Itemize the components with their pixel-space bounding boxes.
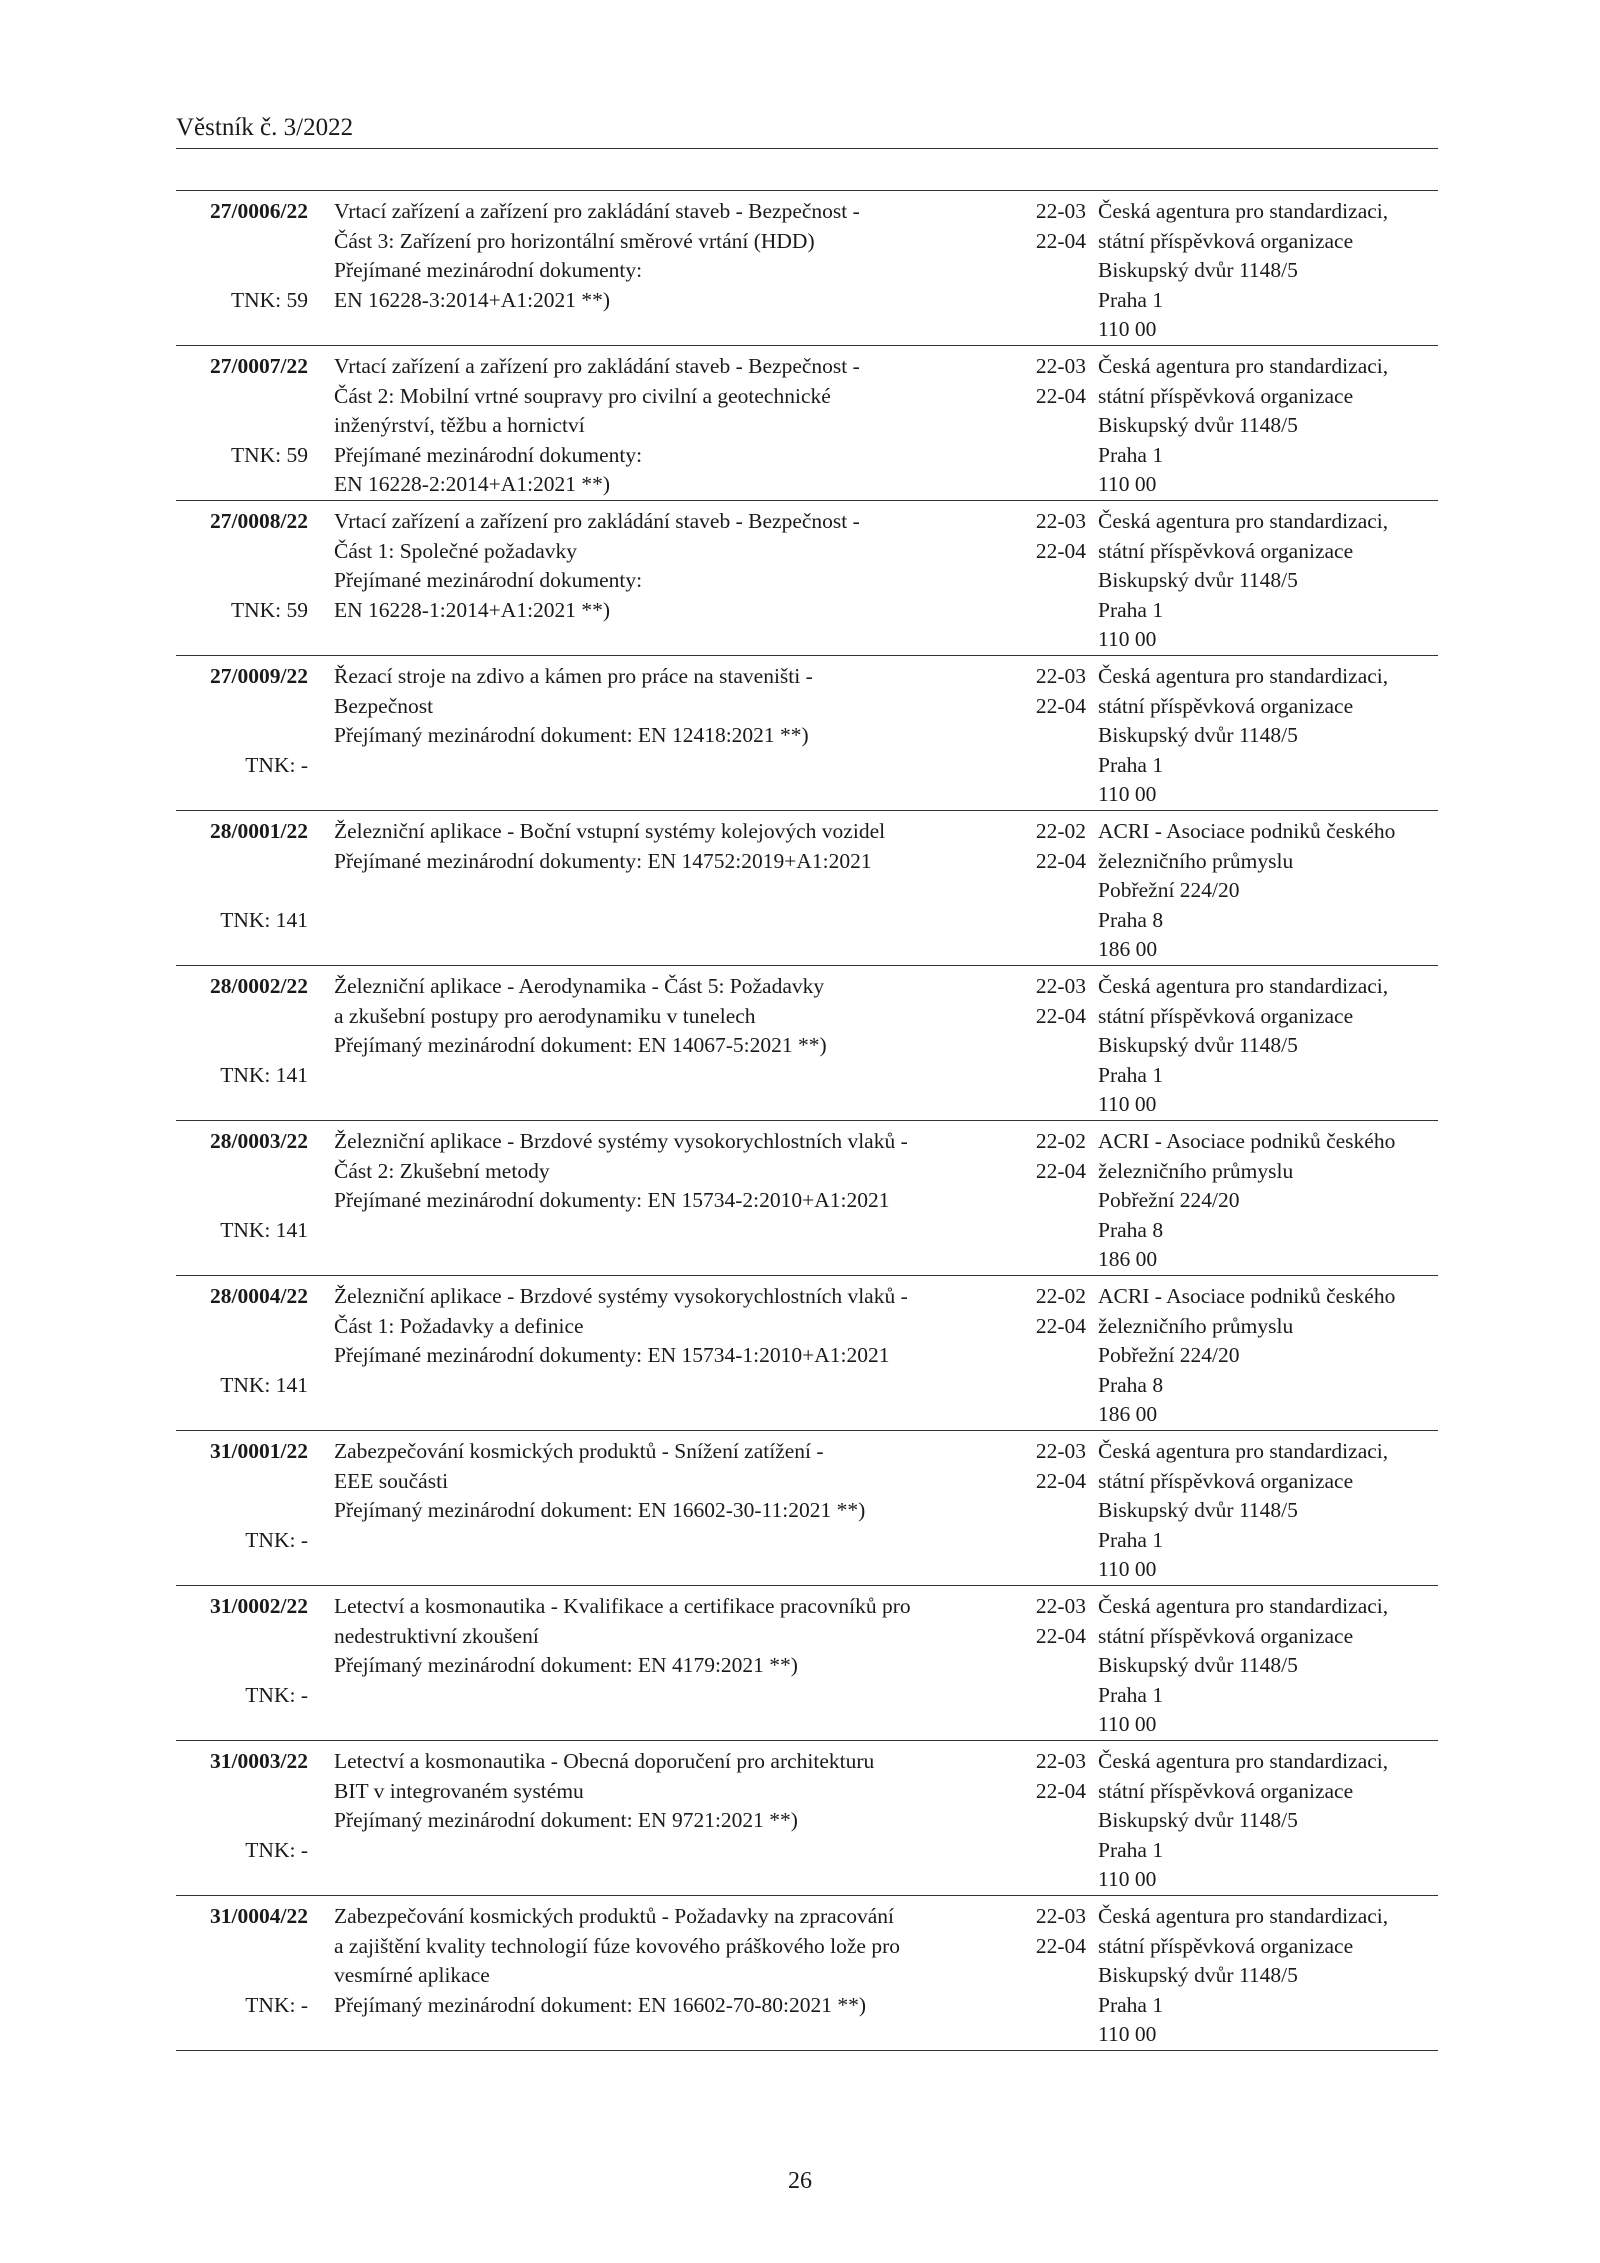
date-code: 22-02 [1035, 1129, 1086, 1153]
date-code: 22-04 [1035, 848, 1086, 873]
address-line: státní příspěvková organizace [1098, 1778, 1354, 1803]
address-line: státní příspěvková organizace [1098, 383, 1354, 408]
table-row [176, 1586, 1438, 1741]
organization-address [1098, 662, 1438, 810]
address-line: železničního průmyslu [1098, 1313, 1294, 1338]
organization-address [1098, 507, 1438, 655]
address-line: železničního průmyslu [1098, 848, 1294, 873]
journal-title: Věstník č. 3/2022 [176, 114, 354, 141]
date-code: 22-03 [1035, 664, 1086, 688]
tnk-label: TNK: 141 [220, 1062, 308, 1087]
address-line: Praha 1 [1098, 1837, 1164, 1862]
address-line: Praha 1 [1098, 442, 1164, 467]
address-line: 110 00 [1098, 627, 1157, 651]
notification-number: 28/0003/22 [210, 1129, 308, 1153]
description-line: vesmírné aplikace [334, 1963, 490, 1987]
organization-address [1098, 1747, 1438, 1895]
description-line: Železniční aplikace - Boční vstupní systémy kolejových vozidel [334, 819, 886, 843]
description-line: Vrtací zařízení a zařízení pro zakládání staveb - Bezpečnost - [334, 354, 860, 378]
notification-number: 28/0004/22 [210, 1284, 308, 1308]
description-line: Přejímané mezinárodní dokumenty: [334, 258, 643, 282]
row-identifier-cell [176, 1282, 308, 1427]
row-identifier-cell [176, 662, 308, 807]
tnk-label: TNK: - [245, 1682, 308, 1707]
description-line: Přejímaný mezinárodní dokument: EN 14067-5:2021 **) [334, 1033, 827, 1057]
date-code: 22-02 [1035, 819, 1086, 843]
table-row [176, 966, 1438, 1121]
date-codes [1018, 1437, 1086, 1496]
description-line: Část 2: Mobilní vrtné soupravy pro civilní a geotechnické [334, 383, 831, 408]
row-identifier-cell [176, 817, 308, 962]
address-line: Biskupský dvůr 1148/5 [1098, 413, 1298, 437]
tnk-label: TNK: - [245, 1837, 308, 1862]
description-line: Část 1: Společné požadavky [334, 538, 578, 563]
row-identifier-cell [176, 197, 308, 342]
date-code: 22-04 [1035, 1313, 1086, 1338]
description-line: Bezpečnost [334, 693, 434, 718]
date-codes [1018, 1747, 1086, 1806]
date-codes [1018, 352, 1086, 411]
tnk-label: TNK: 59 [230, 597, 308, 622]
address-line: Biskupský dvůr 1148/5 [1098, 1653, 1298, 1677]
address-line: státní příspěvková organizace [1098, 1933, 1354, 1958]
address-line: státní příspěvková organizace [1098, 693, 1354, 718]
date-code: 22-03 [1035, 354, 1086, 378]
table-row [176, 1121, 1438, 1276]
standard-description [334, 1437, 1014, 1526]
address-line: 110 00 [1098, 1092, 1157, 1116]
row-identifier-cell [176, 1127, 308, 1272]
address-line: 110 00 [1098, 472, 1157, 496]
tnk-label: TNK: 141 [220, 1217, 308, 1242]
organization-address [1098, 1127, 1438, 1275]
notification-number: 31/0001/22 [210, 1439, 308, 1463]
description-line: EN 16228-2:2014+A1:2021 **) [334, 472, 611, 496]
standard-description [334, 662, 1014, 751]
standards-table [176, 190, 1438, 2051]
address-line: Praha 1 [1098, 1682, 1164, 1707]
description-line: a zajištění kvality technologií fúze kovového práškového lože pro [334, 1933, 900, 1958]
description-line: Přejímaný mezinárodní dokument: EN 12418:2021 **) [334, 723, 809, 747]
date-code: 22-03 [1035, 1749, 1086, 1773]
address-line: Pobřežní 224/20 [1098, 878, 1240, 902]
address-line: Česká agentura pro standardizaci, [1098, 1594, 1389, 1618]
date-codes [1018, 1282, 1086, 1341]
standard-description [334, 197, 1014, 315]
address-line: Praha 1 [1098, 1527, 1164, 1552]
date-code: 22-02 [1035, 1284, 1086, 1308]
date-code: 22-04 [1035, 1468, 1086, 1493]
date-code: 22-04 [1035, 383, 1086, 408]
description-line: Přejímané mezinárodní dokumenty: EN 15734-1:2010+A1:2021 [334, 1343, 890, 1367]
tnk-label: TNK: 59 [230, 442, 308, 467]
address-line: Praha 8 [1098, 1217, 1164, 1242]
date-codes [1018, 197, 1086, 256]
standard-description [334, 352, 1014, 500]
table-row [176, 346, 1438, 501]
organization-address [1098, 197, 1438, 345]
organization-address [1098, 1282, 1438, 1430]
standard-description [334, 972, 1014, 1061]
row-identifier-cell [176, 352, 308, 497]
address-line: Biskupský dvůr 1148/5 [1098, 568, 1298, 592]
description-line: Vrtací zařízení a zařízení pro zakládání staveb - Bezpečnost - [334, 199, 860, 223]
date-codes [1018, 817, 1086, 876]
date-code: 22-04 [1035, 1158, 1086, 1183]
description-line: Zabezpečování kosmických produktů - Snížení zatížení - [334, 1439, 824, 1463]
organization-address [1098, 1437, 1438, 1585]
description-line: Železniční aplikace - Brzdové systémy vysokorychlostních vlaků - [334, 1129, 908, 1153]
notification-number: 27/0008/22 [210, 509, 308, 533]
table-row [176, 1741, 1438, 1896]
notification-number: 28/0001/22 [210, 819, 308, 843]
description-line: Část 2: Zkušební metody [334, 1158, 550, 1183]
address-line: 110 00 [1098, 317, 1157, 341]
description-line: Přejímané mezinárodní dokumenty: EN 15734-2:2010+A1:2021 [334, 1188, 890, 1212]
address-line: Biskupský dvůr 1148/5 [1098, 1963, 1298, 1987]
date-code: 22-03 [1035, 1904, 1086, 1928]
address-line: 186 00 [1098, 1402, 1158, 1426]
description-line: EN 16228-1:2014+A1:2021 **) [334, 597, 611, 622]
standard-description [334, 817, 1014, 876]
description-line: inženýrství, těžbu a hornictví [334, 413, 585, 437]
date-codes [1018, 1902, 1086, 1961]
notification-number: 31/0002/22 [210, 1594, 308, 1618]
address-line: státní příspěvková organizace [1098, 1468, 1354, 1493]
row-identifier-cell [176, 972, 308, 1117]
date-code: 22-04 [1035, 1933, 1086, 1958]
address-line: ACRI - Asociace podniků českého [1098, 1284, 1396, 1308]
address-line: 110 00 [1098, 1557, 1157, 1581]
row-identifier-cell [176, 1437, 308, 1582]
description-line: nedestruktivní zkoušení [334, 1623, 539, 1648]
description-line: Přejímané mezinárodní dokumenty: EN 14752:2019+A1:2021 [334, 848, 872, 873]
address-line: státní příspěvková organizace [1098, 228, 1354, 253]
page-header [176, 112, 1438, 149]
date-codes [1018, 972, 1086, 1031]
address-line: Pobřežní 224/20 [1098, 1188, 1240, 1212]
date-code: 22-04 [1035, 228, 1086, 253]
notification-number: 28/0002/22 [210, 974, 308, 998]
address-line: 186 00 [1098, 1247, 1158, 1271]
description-line: Železniční aplikace - Brzdové systémy vysokorychlostních vlaků - [334, 1284, 908, 1308]
table-row [176, 811, 1438, 966]
address-line: Česká agentura pro standardizaci, [1098, 509, 1389, 533]
table-row [176, 501, 1438, 656]
date-code: 22-03 [1035, 509, 1086, 533]
address-line: Česká agentura pro standardizaci, [1098, 354, 1389, 378]
address-line: Praha 1 [1098, 1062, 1164, 1087]
address-line: Biskupský dvůr 1148/5 [1098, 1808, 1298, 1832]
notification-number: 31/0004/22 [210, 1904, 308, 1928]
address-line: Česká agentura pro standardizaci, [1098, 1749, 1389, 1773]
standard-description [334, 1282, 1014, 1371]
description-line: Letectví a kosmonautika - Kvalifikace a certifikace pracovníků pro [334, 1594, 911, 1618]
date-code: 22-04 [1035, 693, 1086, 718]
description-line: Část 1: Požadavky a definice [334, 1313, 584, 1338]
address-line: Praha 1 [1098, 597, 1164, 622]
address-line: státní příspěvková organizace [1098, 1623, 1354, 1648]
organization-address [1098, 817, 1438, 965]
table-row [176, 1896, 1438, 2051]
address-line: 186 00 [1098, 937, 1158, 961]
description-line: EEE součásti [334, 1468, 449, 1493]
date-code: 22-04 [1035, 538, 1086, 563]
organization-address [1098, 1592, 1438, 1740]
description-line: Přejímaný mezinárodní dokument: EN 9721:2021 **) [334, 1808, 798, 1832]
tnk-label: TNK: 141 [220, 1372, 308, 1397]
standard-description [334, 1902, 1014, 2020]
description-line: Železniční aplikace - Aerodynamika - Část 5: Požadavky [334, 974, 825, 998]
description-line: Část 3: Zařízení pro horizontální směrové vrtání (HDD) [334, 228, 815, 253]
address-line: ACRI - Asociace podniků českého [1098, 1129, 1396, 1153]
notification-number: 31/0003/22 [210, 1749, 308, 1773]
notification-number: 27/0006/22 [210, 199, 308, 223]
date-code: 22-04 [1035, 1623, 1086, 1648]
address-line: Česká agentura pro standardizaci, [1098, 1904, 1389, 1928]
description-line: Přejímané mezinárodní dokumenty: [334, 568, 643, 592]
tnk-label: TNK: 141 [220, 907, 308, 932]
standard-description [334, 507, 1014, 625]
description-line: a zkušební postupy pro aerodynamiku v tunelech [334, 1003, 756, 1028]
address-line: státní příspěvková organizace [1098, 538, 1354, 563]
description-line: Letectví a kosmonautika - Obecná doporučení pro architekturu [334, 1749, 875, 1773]
standard-description [334, 1127, 1014, 1216]
description-line: Řezací stroje na zdivo a kámen pro práce na staveništi - [334, 664, 813, 688]
address-line: 110 00 [1098, 1712, 1157, 1736]
date-code: 22-03 [1035, 1439, 1086, 1463]
address-line: 110 00 [1098, 2022, 1157, 2046]
tnk-label: TNK: - [245, 1527, 308, 1552]
description-line: Přejímaný mezinárodní dokument: EN 16602-30-11:2021 **) [334, 1498, 866, 1522]
description-line: Přejímaný mezinárodní dokument: EN 4179:2021 **) [334, 1653, 798, 1677]
address-line: 110 00 [1098, 1867, 1157, 1891]
date-codes [1018, 1127, 1086, 1186]
table-row [176, 1276, 1438, 1431]
description-line: Přejímaný mezinárodní dokument: EN 16602-70-80:2021 **) [334, 1992, 867, 2017]
standard-description [334, 1747, 1014, 1836]
date-codes [1018, 507, 1086, 566]
address-line: Pobřežní 224/20 [1098, 1343, 1240, 1367]
date-code: 22-03 [1035, 1594, 1086, 1618]
description-line: EN 16228-3:2014+A1:2021 **) [334, 287, 611, 312]
table-row [176, 656, 1438, 811]
page-number: 26 [788, 2168, 812, 2194]
address-line: 110 00 [1098, 782, 1157, 806]
address-line: Česká agentura pro standardizaci, [1098, 974, 1389, 998]
description-line: Vrtací zařízení a zařízení pro zakládání staveb - Bezpečnost - [334, 509, 860, 533]
date-codes [1018, 662, 1086, 721]
address-line: Praha 1 [1098, 752, 1164, 777]
organization-address [1098, 1902, 1438, 2050]
tnk-label: TNK: 59 [230, 287, 308, 312]
date-codes [1018, 1592, 1086, 1651]
address-line: Biskupský dvůr 1148/5 [1098, 1033, 1298, 1057]
row-identifier-cell [176, 507, 308, 652]
address-line: Praha 1 [1098, 287, 1164, 312]
date-code: 22-03 [1035, 974, 1086, 998]
row-identifier-cell [176, 1747, 308, 1892]
address-line: Česká agentura pro standardizaci, [1098, 1439, 1389, 1463]
date-code: 22-04 [1035, 1778, 1086, 1803]
organization-address [1098, 972, 1438, 1120]
standard-description [334, 1592, 1014, 1681]
address-line: Biskupský dvůr 1148/5 [1098, 1498, 1298, 1522]
tnk-label: TNK: - [245, 752, 308, 777]
address-line: státní příspěvková organizace [1098, 1003, 1354, 1028]
address-line: Praha 8 [1098, 907, 1164, 932]
table-row [176, 191, 1438, 346]
description-line: BIT v integrovaném systému [334, 1778, 584, 1803]
description-line: Přejímané mezinárodní dokumenty: [334, 442, 643, 467]
row-identifier-cell [176, 1902, 308, 2047]
address-line: Praha 1 [1098, 1992, 1164, 2017]
address-line: železničního průmyslu [1098, 1158, 1294, 1183]
table-row [176, 1431, 1438, 1586]
date-code: 22-03 [1035, 199, 1086, 223]
address-line: Praha 8 [1098, 1372, 1164, 1397]
address-line: Česká agentura pro standardizaci, [1098, 199, 1389, 223]
notification-number: 27/0007/22 [210, 354, 308, 378]
address-line: ACRI - Asociace podniků českého [1098, 819, 1396, 843]
description-line: Zabezpečování kosmických produktů - Požadavky na zpracování [334, 1904, 894, 1928]
organization-address [1098, 352, 1438, 500]
address-line: Česká agentura pro standardizaci, [1098, 664, 1389, 688]
tnk-label: TNK: - [245, 1992, 308, 2017]
address-line: Biskupský dvůr 1148/5 [1098, 258, 1298, 282]
row-identifier-cell [176, 1592, 308, 1737]
notification-number: 27/0009/22 [210, 664, 308, 688]
address-line: Biskupský dvůr 1148/5 [1098, 723, 1298, 747]
date-code: 22-04 [1035, 1003, 1086, 1028]
